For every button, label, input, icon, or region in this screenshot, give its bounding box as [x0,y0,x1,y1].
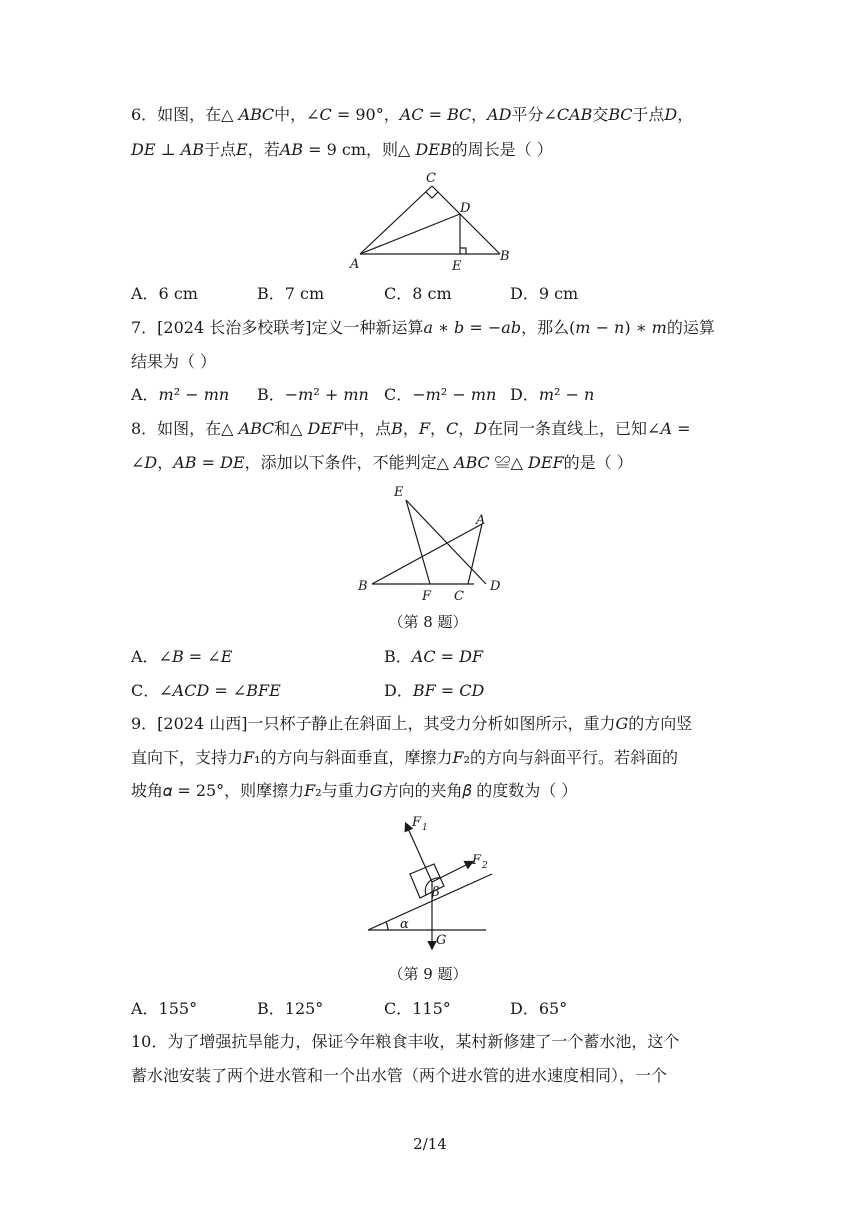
q8-label-e: E [394,485,404,500]
q6-label-d: D [460,201,471,216]
q6-option-d[interactable]: D．9 cm [510,284,579,303]
q7-option-a[interactable]: A．𝑚² − 𝑚𝑛 [131,385,230,404]
q6-option-a[interactable]: A．6 cm [131,284,198,303]
q6-stem-line-1: 6．如图，在△ 𝐴𝐵𝐶中，∠𝐶 = 90°，𝐴𝐶 = 𝐵𝐶，𝐴𝐷平分∠𝐶𝐴𝐵交𝐵𝐶于点𝐷， [131,105,694,124]
q8-label-a: A [476,513,486,528]
q9-option-d[interactable]: D．65° [510,999,568,1018]
q9-stem-line-2: 直向下，支持力𝐹₁的方向与斜面垂直，摩擦力𝐹₂的方向与斜面平行。若斜面的 [131,748,679,767]
q6-label-b: B [500,249,510,264]
q6-option-b[interactable]: B．7 cm [257,284,325,303]
q9-label-f1: F [412,815,422,830]
q9-label-f2-sub: 2 [482,861,488,871]
q6-figure [340,168,520,274]
q8-label-b: B [358,579,368,594]
q9-option-b[interactable]: B．125° [257,999,324,1018]
q6-option-c[interactable]: C．8 cm [384,284,452,303]
q8-label-f: F [422,589,432,604]
q9-label-f2: F [472,853,482,868]
q9-label-f1-sub: 1 [422,823,428,833]
q6-stem-line-2: 𝐷𝐸 ⊥ 𝐴𝐵于点𝐸，若𝐴𝐵 = 9 cm，则△ 𝐷𝐸𝐵的周长是（ ） [131,140,553,159]
page-number: 2/14 [413,1135,447,1153]
q9-option-c[interactable]: C．115° [384,999,451,1018]
q9-label-beta: β [432,885,440,900]
q8-option-a[interactable]: A．∠𝐵 = ∠𝐸 [131,647,233,666]
q10-stem-line-2: 蓄水池安装了两个进水管和一个出水管（两个进水管的进水速度相同），一个 [131,1066,668,1085]
q8-option-d[interactable]: D．𝐵𝐹 = 𝐶𝐷 [384,681,485,700]
q7-option-b[interactable]: B．−𝑚² + 𝑚𝑛 [257,385,369,404]
q7-option-d[interactable]: D．𝑚² − 𝑛 [510,385,595,404]
q8-option-b[interactable]: B．𝐴𝐶 = 𝐷𝐹 [384,647,484,666]
q9-stem-line-1: 9．[2024 山西]一只杯子静止在斜面上，其受力分析如图所示，重力𝐺的方向竖 [131,714,693,733]
q8-caption: （第 8 题） [388,613,468,631]
q9-caption: （第 9 题） [388,965,468,983]
q8-label-c: C [454,589,464,604]
q9-label-g: G [436,933,447,948]
q8-stem-line-1: 8．如图，在△ 𝐴𝐵𝐶和△ 𝐷𝐸𝐹中，点𝐵，𝐹，𝐶，𝐷在同一条直线上，已知∠𝐴 = [131,419,691,438]
q10-stem-line-1: 10．为了增强抗旱能力，保证今年粮食丰收，某村新修建了一个蓄水池，这个 [131,1032,680,1051]
q9-option-a[interactable]: A．155° [131,999,198,1018]
q8-figure [350,478,510,606]
q8-option-c[interactable]: C．∠𝐴𝐶𝐷 = ∠𝐵𝐹𝐸 [131,681,281,700]
q9-label-alpha: α [400,917,409,932]
q6-label-a: A [350,257,360,272]
q9-stem-line-3: 坡角𝛼 = 25°，则摩擦力𝐹₂与重力𝐺方向的夹角𝛽 的度数为（ ） [131,781,578,800]
q7-option-c[interactable]: C．−𝑚² − 𝑚𝑛 [384,385,497,404]
q6-label-c: C [426,171,436,186]
q6-label-e: E [452,259,462,274]
q8-label-d: D [490,579,501,594]
q8-stem-line-2: ∠𝐷，𝐴𝐵 = 𝐷𝐸，添加以下条件，不能判定△ 𝐴𝐵𝐶 ≌△ 𝐷𝐸𝐹的是（ ） [131,453,633,472]
q7-stem-line-1: 7．[2024 长治多校联考]定义一种新运算𝑎 ∗ 𝑏 = −𝑎𝑏，那么(𝑚 − 𝑛) ∗ 𝑚的运算 [131,318,715,337]
q7-stem-line-2: 结果为（ ） [131,352,217,371]
q9-figure [360,808,500,958]
